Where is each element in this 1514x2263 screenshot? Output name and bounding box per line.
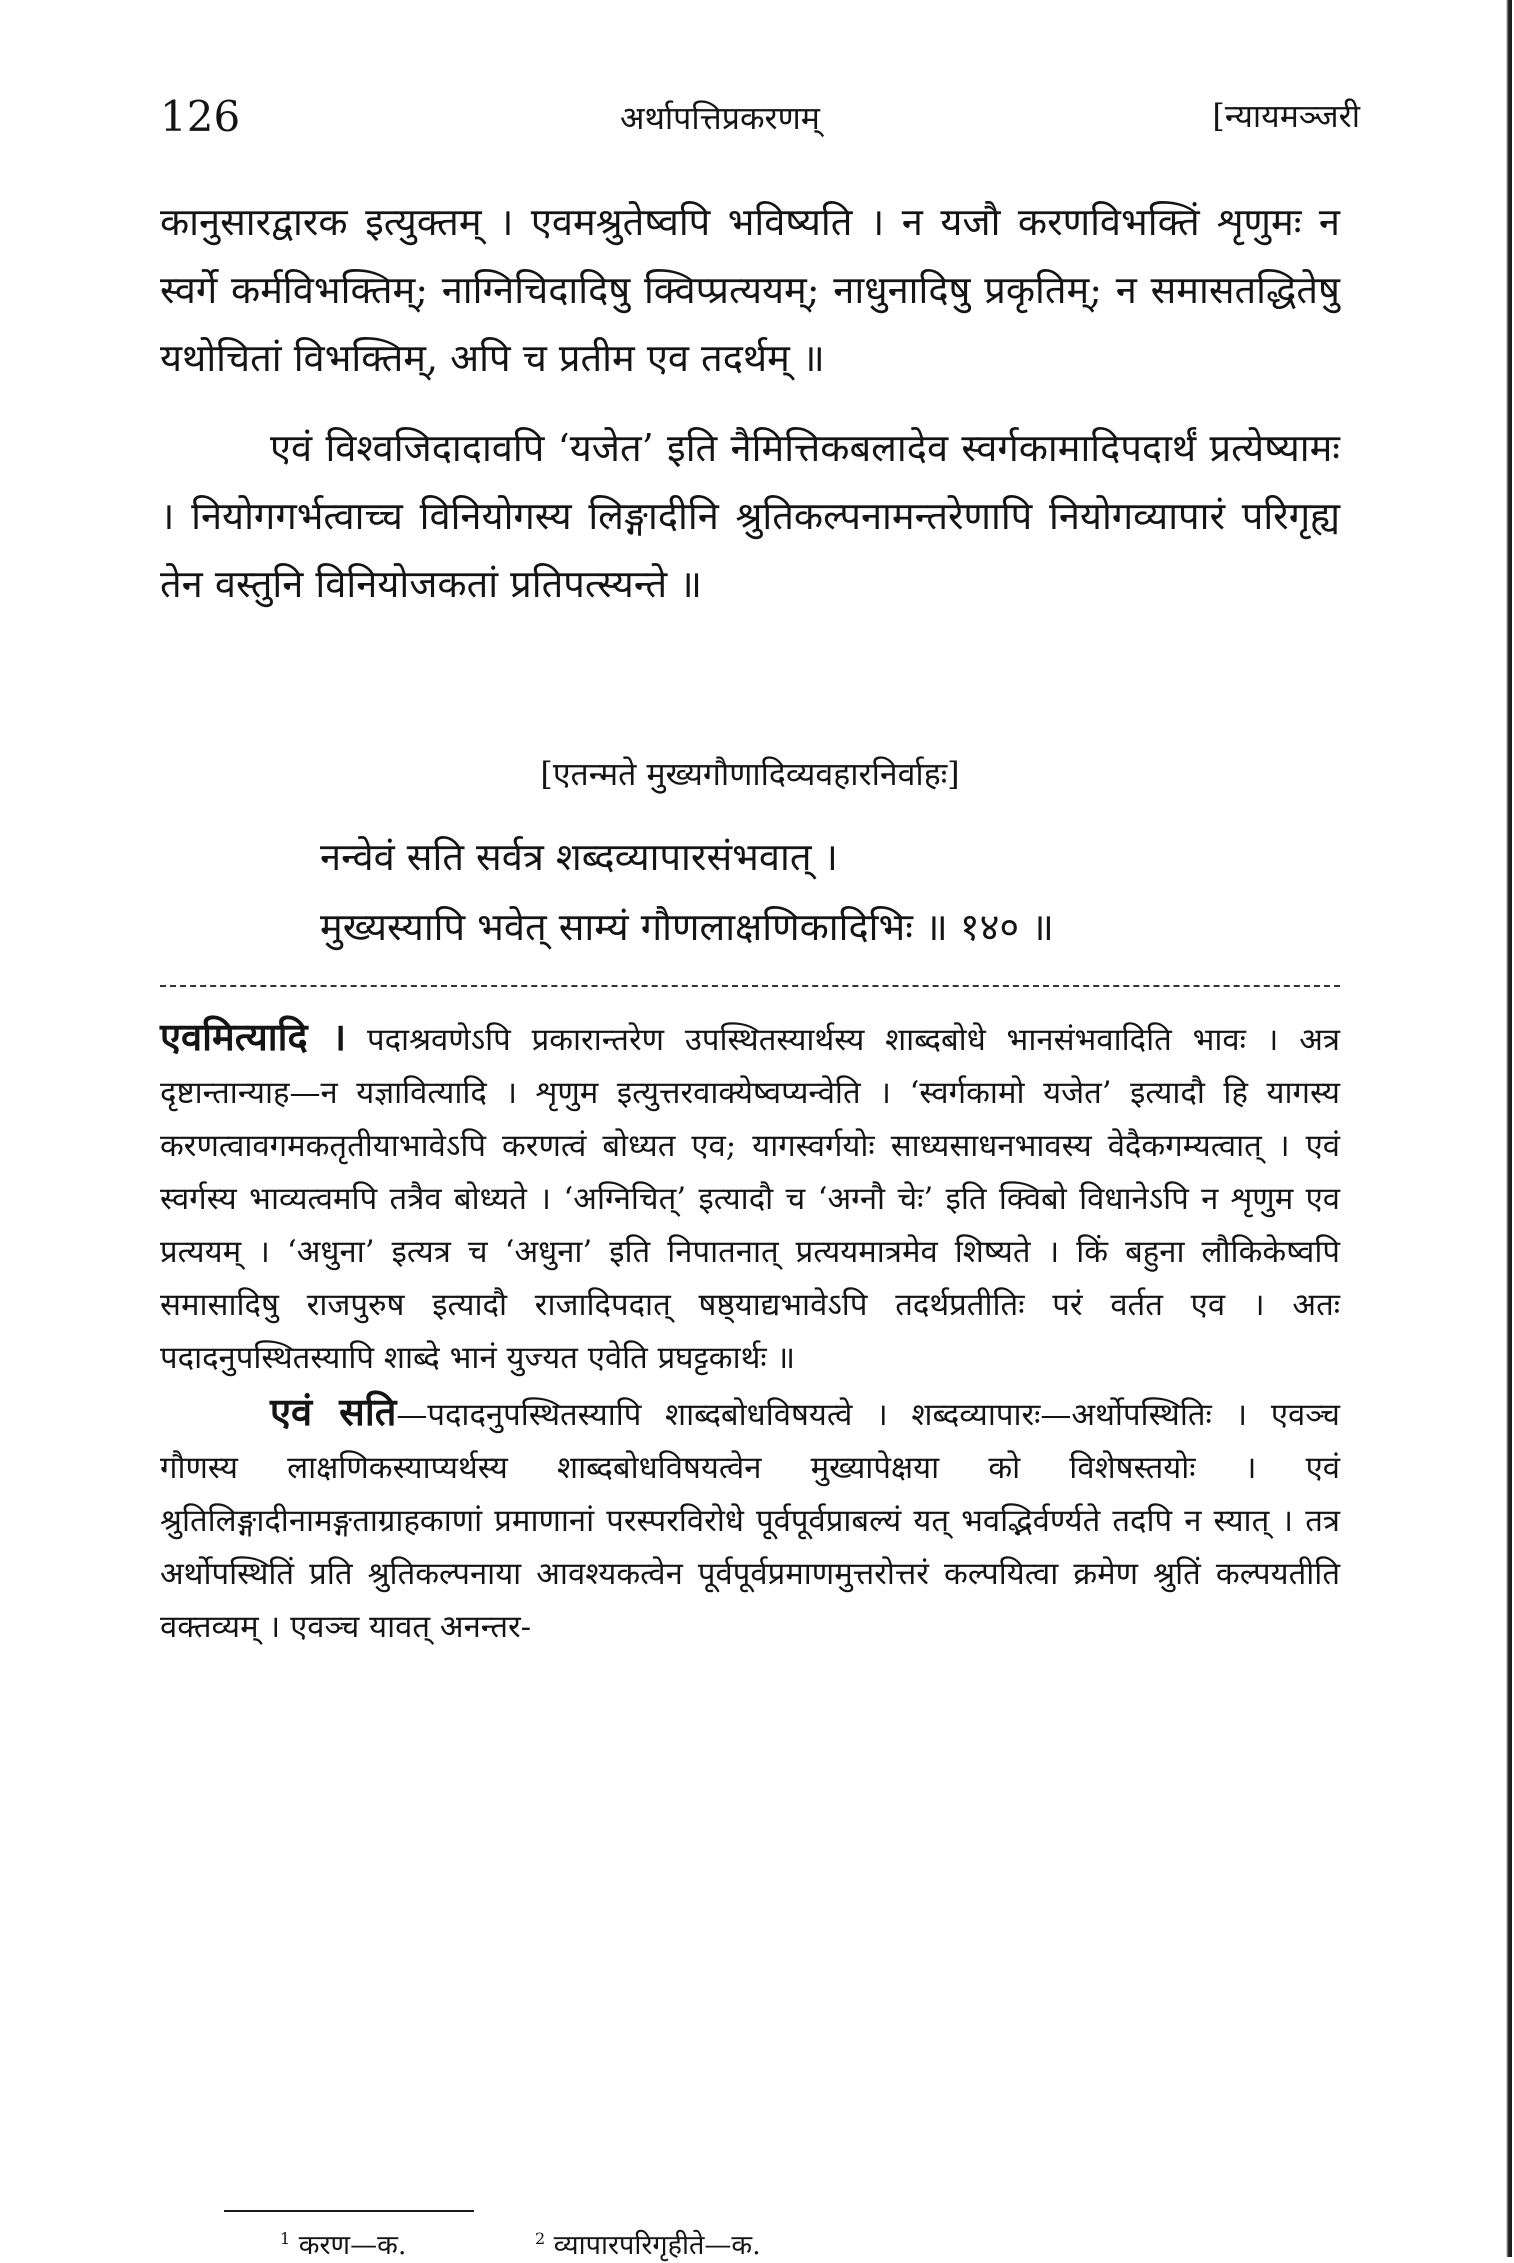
verse-line: नन्वेवं सति सर्वत्र शब्दव्यापारसंभवात् । — [320, 835, 838, 879]
footnote-rule — [224, 2210, 474, 2212]
commentary-lead: एवमित्यादि । — [160, 1014, 347, 1059]
commentary-paragraph — [160, 1010, 1340, 1385]
book-title: [न्यायमञ्जरी — [1212, 97, 1360, 135]
page-number: 126 — [160, 92, 241, 141]
footnote-text: व्यापारपरिगृहीते—क. — [553, 2230, 761, 2261]
commentary-lead: एवं सति — [270, 1389, 397, 1434]
footnote-marker: 2 — [535, 2229, 546, 2248]
verse-block — [320, 822, 1350, 962]
footnote — [535, 2230, 761, 2261]
page-header — [160, 92, 1360, 152]
commentary-text: पदाश्रवणेऽपि प्रकारान्तरेण उपस्थितस्यार्थस्य शाब्दबोधे भानसंभवादिति भावः । अत्र दृष्टान्तान्याह—न यज्ञावित्यादि । शृणुम इत्युत्तरवाक्येष्वप्यन्वेति । ‘स्वर्गकामो यजेत’ इत्यादौ हि यागस्य करणत्वावगमकतृतीयाभावेऽपि करणत्वं बोध्यत एव; यागस्वर्गयोः साध्यसाधनभावस्य वेदैकगम्यत्वात् । एवं स्वर्गस्य भाव्यत्वमपि तत्रैव बोध्यते । ‘अग्निचित्’ इत्यादौ च ‘अग्नौ चेः’ इति क्विबो विधानेऽपि न शृणुम एव प्रत्ययम् । ‘अधुना’ इत्यत्र च ‘अधुना’ इति निपातनात् प्रत्ययमात्रमेव शिष्यते । किं बहुना लौकिकेष्वपि समासादिषु राजपुरुष इत्यादौ राजादिपदात् षष्ठ्याद्यभावेऽपि तदर्थप्रतीतिः परं वर्तत एव । अतः पदादनुपस्थितस्यापि शाब्दे भानं युज्यत एवेति प्रघट्टकार्थः ॥ — [160, 1022, 1340, 1376]
page-edge-shadow — [1506, 0, 1512, 2257]
running-title: अर्थापत्तिप्रकरणम् — [620, 99, 820, 137]
commentary — [160, 1010, 1340, 1654]
footnote — [280, 2230, 406, 2261]
commentary-divider — [160, 985, 1340, 987]
footnotes — [280, 2222, 1280, 2261]
main-paragraph: एवं विश्वजिदादावपि ‘यजेत’ इति नैमित्तिकबलादेव स्वर्गकामादिपदार्थं प्रत्येष्यामः । नियोगगर्भत्वाच्च विनियोगस्य लिङ्गादीनि श्रुतिकल्पनामन्तरेणापि नियोगव्यापारं परिगृह्य तेन वस्तुनि विनियोजकतां प्रतिपत्स्यन्ते ॥ — [160, 426, 1340, 606]
commentary-paragraph — [160, 1385, 1340, 1654]
footnote-text: करण—क. — [298, 2230, 407, 2261]
footnote-marker: 1 — [280, 2229, 291, 2248]
main-paragraph: कानुसारद्वारक इत्युक्तम् । एवमश्रुतेष्वपि भविष्यति । न यजौ करणविभक्तिं शृणुमः न स्वर्गे कर्मविभक्तिम्; नाग्निचिदादिषु क्विप्प्रत्ययम्; नाधुनादिषु प्रकृतिम्; न समासतद्धितेषु यथोचितां विभक्तिम्, अपि च प्रतीम एव तदर्थम् ॥ — [160, 200, 1340, 380]
commentary-text: —पदादनुपस्थितस्यापि शाब्दबोधविषयत्वे । शब्दव्यापारः—अर्थोपस्थितिः । एवञ्च गौणस्य लाक्षणिकस्याप्यर्थस्य शाब्दबोधविषयत्वेन मुख्यापेक्षया को विशेषस्तयोः । एवं श्रुतिलिङ्गादीनामङ्गताग्राहकाणां प्रमाणानां परस्परविरोधे पूर्वपूर्वप्राबल्यं यत् भवद्भिर्वर्ण्यते तदपि न स्यात् । तत्र अर्थोपस्थितिं प्रति श्रुतिकल्पनाया आवश्यकत्वेन पूर्वपूर्वप्रमाणमुत्तरोत्तरं कल्पयित्वा क्रमेण श्रुतिं कल्पयतीति वक्तव्यम् । एवञ्च यावत् अनन्तर- — [160, 1397, 1340, 1645]
verse-line: मुख्यस्यापि भवेत् साम्यं गौणलाक्षणिकादिभिः ॥ १४० ॥ — [320, 905, 1054, 949]
main-text — [160, 188, 1340, 618]
section-heading: [एतन्मते मुख्यगौणादिव्यवहारनिर्वाहः] — [540, 755, 960, 793]
